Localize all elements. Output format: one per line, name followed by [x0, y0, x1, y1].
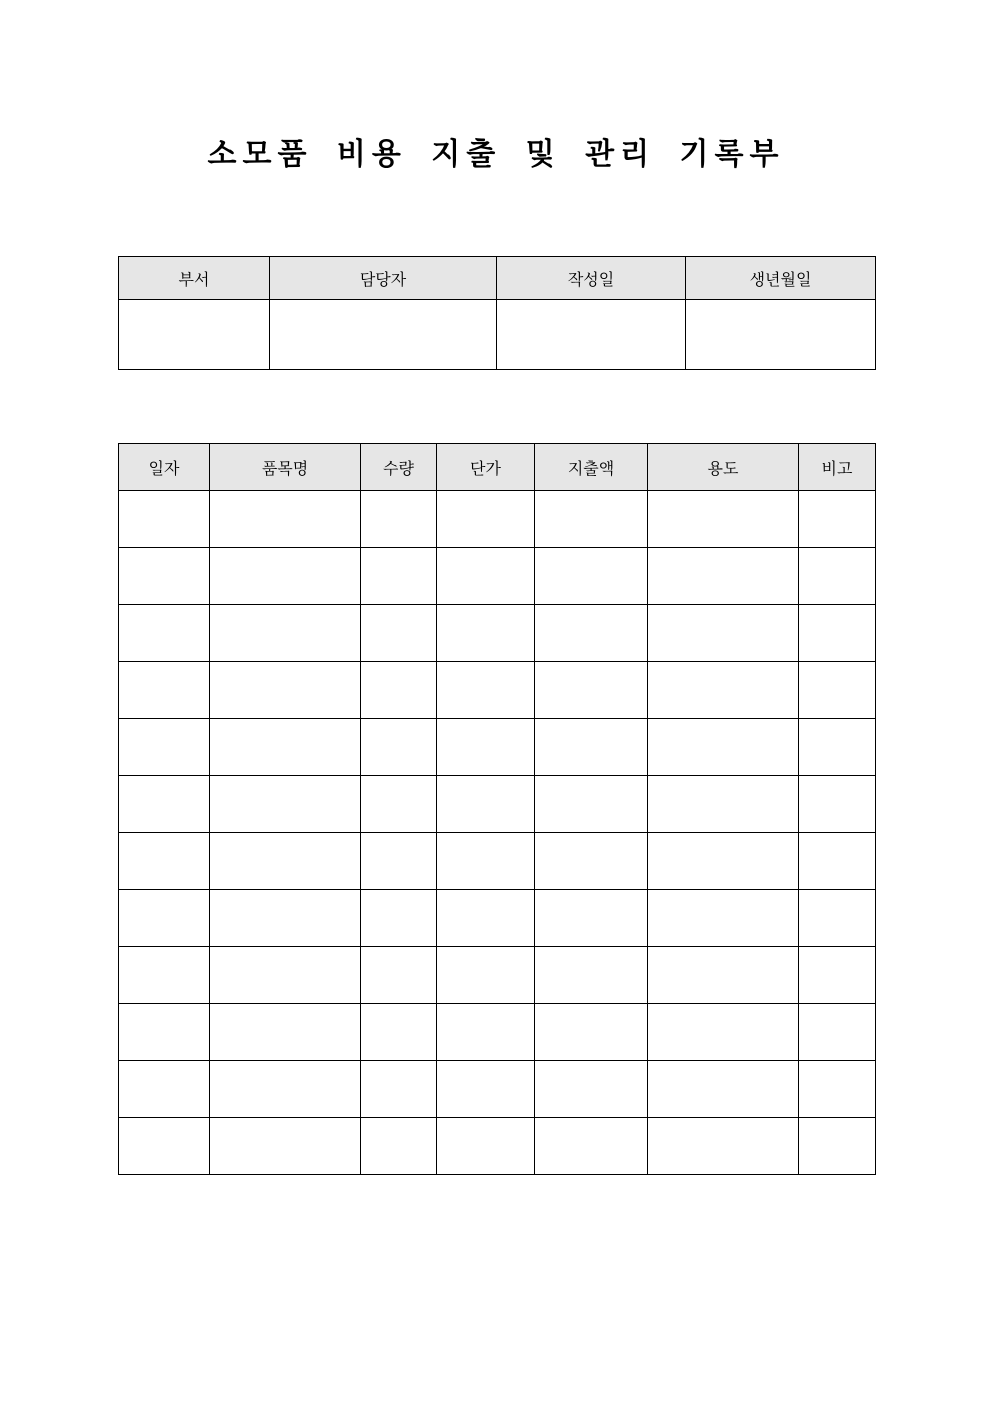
remarks-cell[interactable] [799, 1118, 876, 1175]
item-name-cell[interactable] [210, 605, 361, 662]
expense-amount-cell[interactable] [535, 548, 648, 605]
unit-price-cell[interactable] [437, 605, 535, 662]
table-row [119, 947, 876, 1004]
remarks-cell[interactable] [799, 833, 876, 890]
purpose-cell[interactable] [648, 719, 799, 776]
purpose-cell[interactable] [648, 890, 799, 947]
remarks-cell[interactable] [799, 719, 876, 776]
page-title: 소모품 비용 지출 및 관리 기록부 [207, 137, 785, 172]
unit-price-cell[interactable] [437, 1118, 535, 1175]
expense-amount-cell[interactable] [535, 1118, 648, 1175]
header-department: 부서 [119, 257, 270, 300]
ledger-body [119, 491, 876, 1175]
header-birthdate: 생년월일 [686, 257, 876, 300]
quantity-cell[interactable] [361, 605, 437, 662]
unit-price-cell[interactable] [437, 491, 535, 548]
unit-price-cell[interactable] [437, 776, 535, 833]
date-cell[interactable] [119, 548, 210, 605]
quantity-cell[interactable] [361, 662, 437, 719]
date-cell[interactable] [119, 1118, 210, 1175]
purpose-cell[interactable] [648, 833, 799, 890]
unit-price-cell[interactable] [437, 662, 535, 719]
remarks-cell[interactable] [799, 776, 876, 833]
date-cell[interactable] [119, 890, 210, 947]
date-cell[interactable] [119, 947, 210, 1004]
purpose-cell[interactable] [648, 1061, 799, 1118]
quantity-cell[interactable] [361, 833, 437, 890]
date-cell[interactable] [119, 719, 210, 776]
header-unit-price: 단가 [437, 444, 535, 491]
info-table [118, 256, 876, 370]
table-row [119, 833, 876, 890]
header-purpose: 용도 [648, 444, 799, 491]
item-name-cell[interactable] [210, 1061, 361, 1118]
item-name-cell[interactable] [210, 833, 361, 890]
date-cell[interactable] [119, 662, 210, 719]
item-name-cell[interactable] [210, 776, 361, 833]
item-name-cell[interactable] [210, 491, 361, 548]
table-row [119, 605, 876, 662]
purpose-cell[interactable] [648, 1118, 799, 1175]
remarks-cell[interactable] [799, 548, 876, 605]
expense-amount-cell[interactable] [535, 605, 648, 662]
table-row [119, 1061, 876, 1118]
remarks-cell[interactable] [799, 1061, 876, 1118]
purpose-cell[interactable] [648, 1004, 799, 1061]
manager-field[interactable] [270, 300, 497, 370]
remarks-cell[interactable] [799, 491, 876, 548]
header-quantity: 수량 [361, 444, 437, 491]
remarks-cell[interactable] [799, 1004, 876, 1061]
item-name-cell[interactable] [210, 890, 361, 947]
expense-amount-cell[interactable] [535, 776, 648, 833]
quantity-cell[interactable] [361, 491, 437, 548]
header-expense-amount: 지출액 [535, 444, 648, 491]
expense-amount-cell[interactable] [535, 833, 648, 890]
purpose-cell[interactable] [648, 662, 799, 719]
quantity-cell[interactable] [361, 1004, 437, 1061]
purpose-cell[interactable] [648, 605, 799, 662]
remarks-cell[interactable] [799, 947, 876, 1004]
quantity-cell[interactable] [361, 719, 437, 776]
quantity-cell[interactable] [361, 890, 437, 947]
unit-price-cell[interactable] [437, 947, 535, 1004]
unit-price-cell[interactable] [437, 548, 535, 605]
table-row [119, 1004, 876, 1061]
item-name-cell[interactable] [210, 548, 361, 605]
date-cell[interactable] [119, 833, 210, 890]
expense-amount-cell[interactable] [535, 1061, 648, 1118]
header-manager: 담당자 [270, 257, 497, 300]
header-date: 일자 [119, 444, 210, 491]
unit-price-cell[interactable] [437, 890, 535, 947]
remarks-cell[interactable] [799, 662, 876, 719]
expense-amount-cell[interactable] [535, 890, 648, 947]
item-name-cell[interactable] [210, 1004, 361, 1061]
expense-amount-cell[interactable] [535, 719, 648, 776]
quantity-cell[interactable] [361, 548, 437, 605]
remarks-cell[interactable] [799, 890, 876, 947]
table-row [119, 1118, 876, 1175]
expense-ledger-table [118, 443, 876, 1175]
purpose-cell[interactable] [648, 776, 799, 833]
quantity-cell[interactable] [361, 776, 437, 833]
item-name-cell[interactable] [210, 662, 361, 719]
header-date-written: 작성일 [497, 257, 686, 300]
table-row [119, 719, 876, 776]
department-field[interactable] [119, 300, 270, 370]
item-name-cell[interactable] [210, 719, 361, 776]
quantity-cell[interactable] [361, 1061, 437, 1118]
unit-price-cell[interactable] [437, 833, 535, 890]
table-row [119, 662, 876, 719]
table-row [119, 776, 876, 833]
header-item-name: 품목명 [210, 444, 361, 491]
date-cell[interactable] [119, 1061, 210, 1118]
quantity-cell[interactable] [361, 947, 437, 1004]
table-row [119, 491, 876, 548]
date-cell[interactable] [119, 605, 210, 662]
table-row [119, 548, 876, 605]
expense-amount-cell[interactable] [535, 491, 648, 548]
unit-price-cell[interactable] [437, 1004, 535, 1061]
unit-price-cell[interactable] [437, 1061, 535, 1118]
unit-price-cell[interactable] [437, 719, 535, 776]
expense-amount-cell[interactable] [535, 1004, 648, 1061]
date-cell[interactable] [119, 776, 210, 833]
birthdate-field[interactable] [686, 300, 876, 370]
date-cell[interactable] [119, 1004, 210, 1061]
expense-amount-cell[interactable] [535, 662, 648, 719]
purpose-cell[interactable] [648, 947, 799, 1004]
item-name-cell[interactable] [210, 947, 361, 1004]
table-row [119, 890, 876, 947]
expense-amount-cell[interactable] [535, 947, 648, 1004]
purpose-cell[interactable] [648, 548, 799, 605]
date-written-field[interactable] [497, 300, 686, 370]
remarks-cell[interactable] [799, 605, 876, 662]
ledger-header-row [119, 444, 876, 491]
quantity-cell[interactable] [361, 1118, 437, 1175]
purpose-cell[interactable] [648, 491, 799, 548]
header-remarks: 비고 [799, 444, 876, 491]
date-cell[interactable] [119, 491, 210, 548]
info-header-row [119, 257, 876, 300]
info-value-row [119, 300, 876, 370]
item-name-cell[interactable] [210, 1118, 361, 1175]
